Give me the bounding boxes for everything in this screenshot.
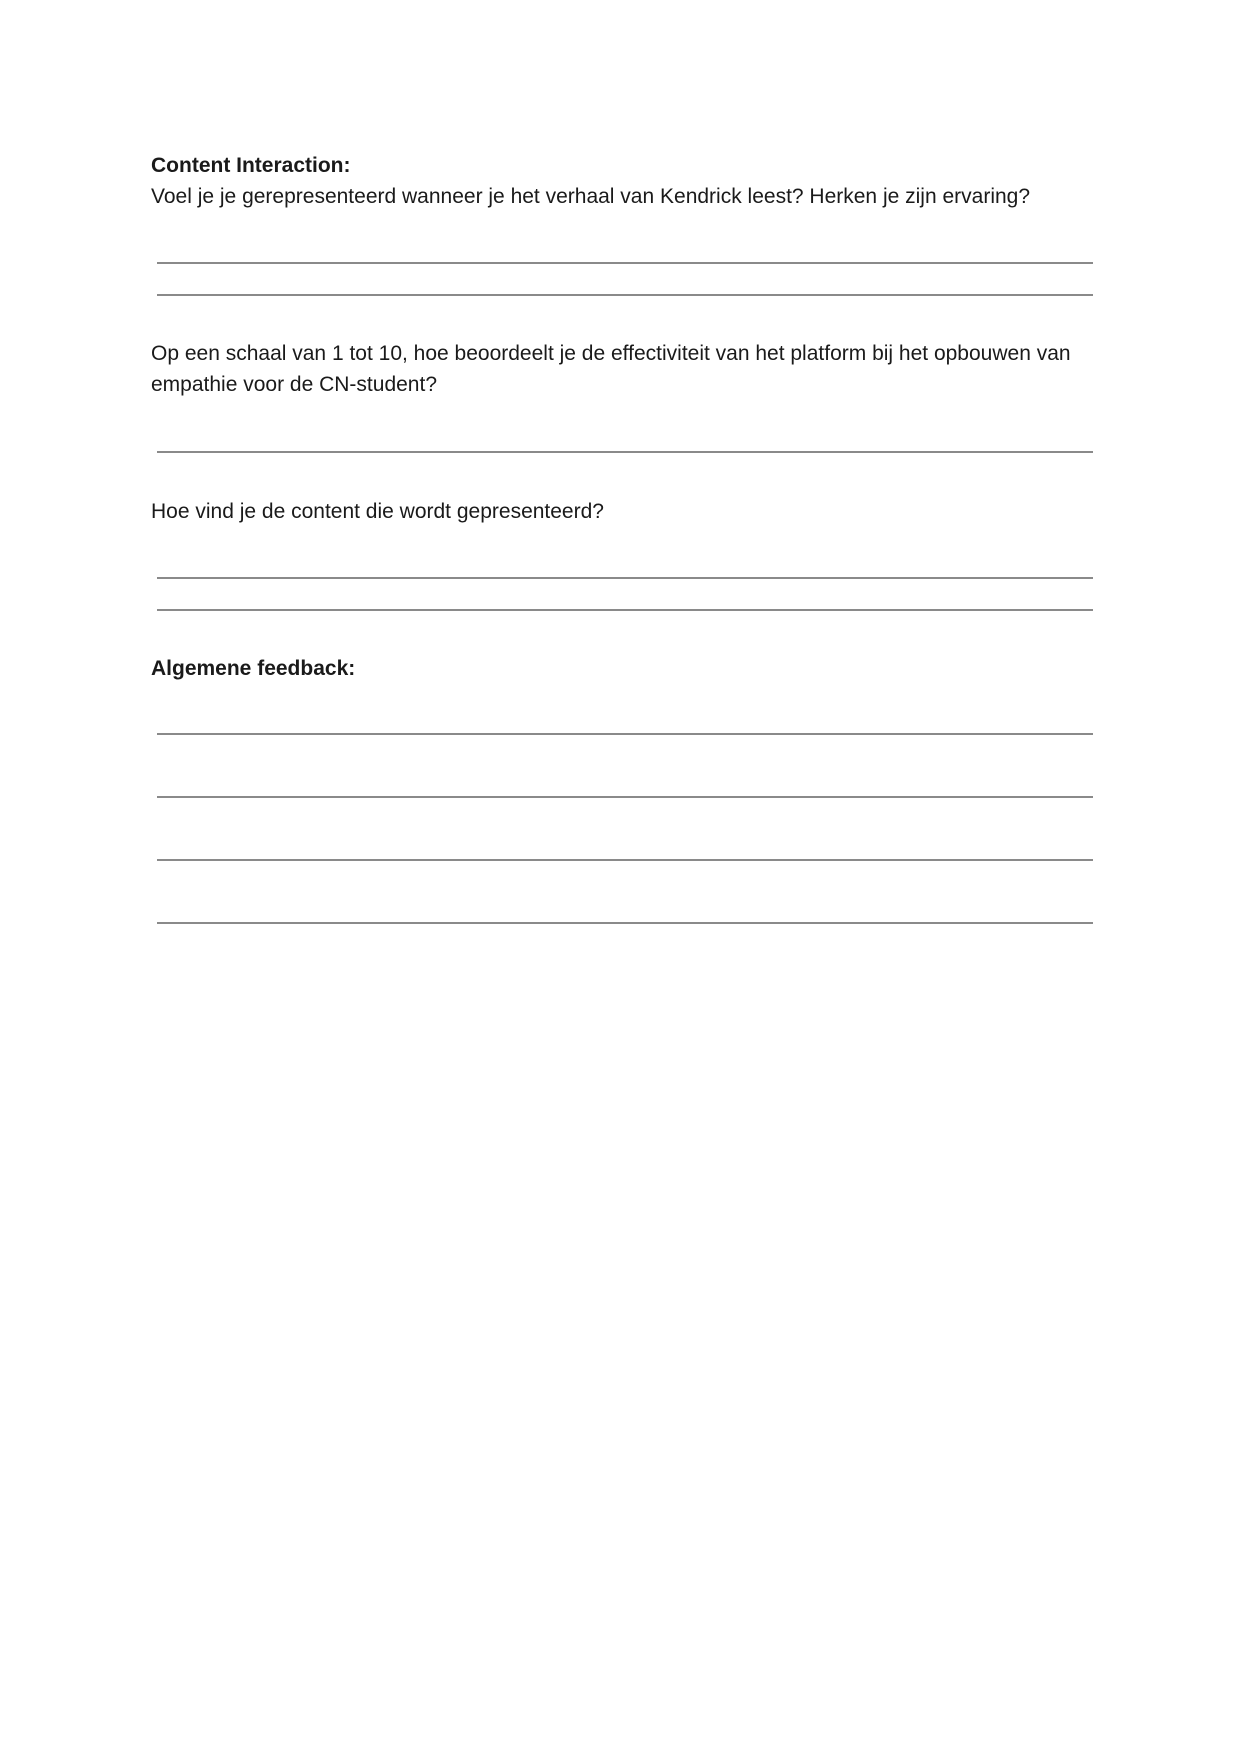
content-interaction-heading: Content Interaction: (151, 154, 351, 177)
answer-line-feedback-1[interactable] (157, 733, 1093, 735)
answer-line-q3-2[interactable] (157, 609, 1093, 611)
answer-line-q1-2[interactable] (157, 294, 1093, 296)
answer-line-feedback-3[interactable] (157, 859, 1093, 861)
answer-line-q2-1[interactable] (157, 451, 1093, 453)
answer-line-feedback-2[interactable] (157, 796, 1093, 798)
answer-line-feedback-4[interactable] (157, 922, 1093, 924)
answer-line-q3-1[interactable] (157, 577, 1093, 579)
answer-line-q1-1[interactable] (157, 262, 1093, 264)
general-feedback-heading: Algemene feedback: (151, 657, 356, 680)
question-representation: Voel je je gerepresenteerd wanneer je het verhaal van Kendrick leest? Herken je zijn ervaring? (151, 185, 1031, 208)
question-rating-scale: Op een schaal van 1 tot 10, hoe beoordeelt je de effectiviteit van het platform bij het opbouwen van empathie voor de CN-student? (151, 342, 1071, 396)
question-content-opinion: Hoe vind je de content die wordt gepresenteerd? (151, 500, 604, 523)
